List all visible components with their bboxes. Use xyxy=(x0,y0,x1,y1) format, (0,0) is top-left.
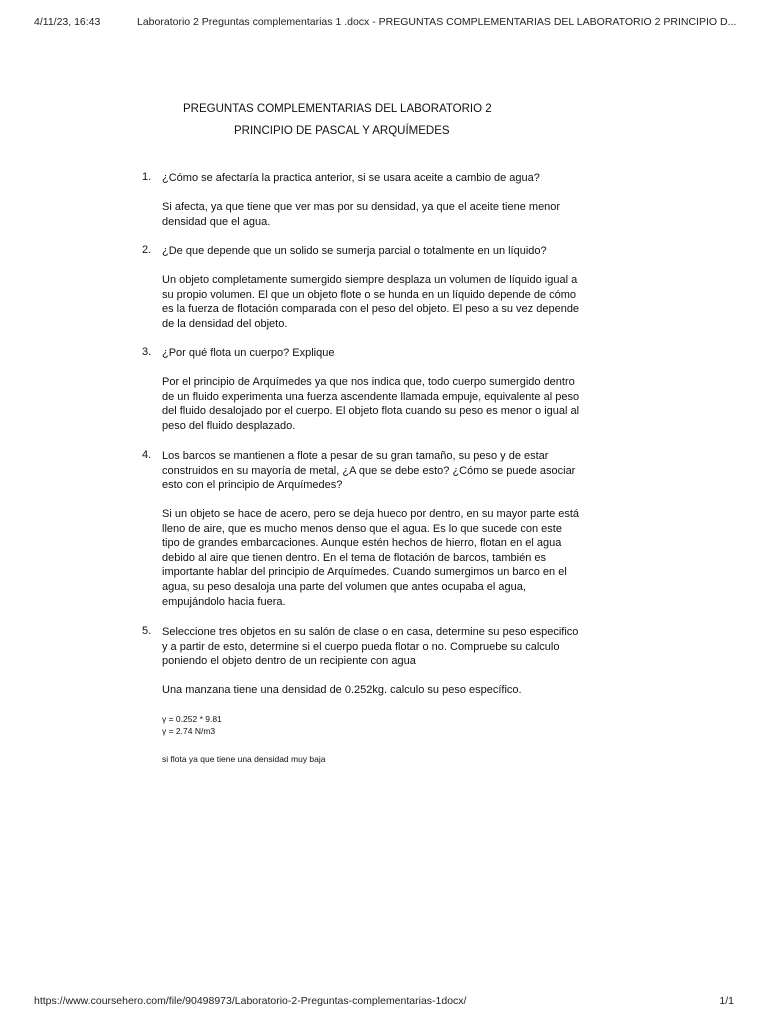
answer-text: Si afecta, ya que tiene que ver mas por su densidad, ya que el aceite tiene menor densidad que el agua. xyxy=(162,201,561,228)
formula-line: γ = 0.252 * 9.81 xyxy=(162,714,222,724)
print-title: Laboratorio 2 Preguntas complementarias 1 .docx - PREGUNTAS COMPLEMENTARIAS DEL LABORATORIO 2 PRINCIPIO D... xyxy=(137,16,737,28)
answer-text: Una manzana tiene una densidad de 0.252kg. calculo su peso específico. xyxy=(162,684,522,696)
question-number: 5. xyxy=(142,625,152,637)
document-title: PREGUNTAS COMPLEMENTARIAS DEL LABORATORIO 2 xyxy=(183,103,492,115)
conclusion-text: si flota ya que tiene una densidad muy baja xyxy=(162,754,326,764)
answer-text: Un objeto completamente sumergido siempre desplaza un volumen de líquido igual a su propio volumen. El que un objeto flote o se hunda en un líquido depende de cómo es la fuerza de flotación comparada con el peso del objeto. El peso a su vez depende de la densidad del objeto. xyxy=(162,274,580,330)
question-text: ¿De que depende que un solido se sumerja parcial o totalmente en un líquido? xyxy=(162,245,547,257)
question-text: ¿Por qué flota un cuerpo? Explique xyxy=(162,347,335,359)
formula-line: γ = 2.74 N/m3 xyxy=(162,726,216,736)
page-number: 1/1 xyxy=(719,995,734,1007)
answer-text: Si un objeto se hace de acero, pero se deja hueco por dentro, en su mayor parte está lleno de aire, que es mucho menos denso que el agua. Es lo que sucede con este tipo de grandes embarcaciones. Aunque estén hechos de hierro, flotan en el agua debido al aire que tienen dentro. En el tema de flotación de barcos, también es importante hablar del principio de Arquímedes. Cuando sumergimos un barco en el agua, su peso desaloja una parte del volumen que antes ocupaba el agua, empujándolo hacia fuera. xyxy=(162,508,580,608)
question-text: Seleccione tres objetos en su salón de clase o en casa, determine su peso especifico y a partir de esto, determine si el cuerpo pueda flotar o no. Compruebe su calculo poniendo el objeto dentro de un recipiente con agua xyxy=(162,626,579,668)
question-number: 3. xyxy=(142,346,152,358)
answer-text: Por el principio de Arquímedes ya que nos indica que, todo cuerpo sumergido dentro de un fluido experimenta una fuerza ascendente llamada empuje, equivalente al peso del fluido desalojado por el cuerpo. El objeto flota cuando su peso es menor o igual al peso del fluido desplazado. xyxy=(162,376,580,432)
question-text: ¿Cómo se afectaría la practica anterior, si se usara aceite a cambio de agua? xyxy=(162,172,540,184)
document-subtitle: PRINCIPIO DE PASCAL Y ARQUÍMEDES xyxy=(234,125,450,137)
question-number: 1. xyxy=(142,171,152,183)
question-number: 4. xyxy=(142,449,152,461)
question-number: 2. xyxy=(142,244,152,256)
question-text: Los barcos se mantienen a flote a pesar de su gran tamaño, su peso y de estar construidos en su mayoría de metal, ¿A que se debe esto? ¿Cómo se puede asociar esto con el principio de Arquímedes? xyxy=(162,450,576,492)
print-date: 4/11/23, 16:43 xyxy=(34,16,101,28)
source-url: https://www.coursehero.com/file/90498973/Laboratorio-2-Preguntas-complementarias-1docx/ xyxy=(34,995,467,1007)
